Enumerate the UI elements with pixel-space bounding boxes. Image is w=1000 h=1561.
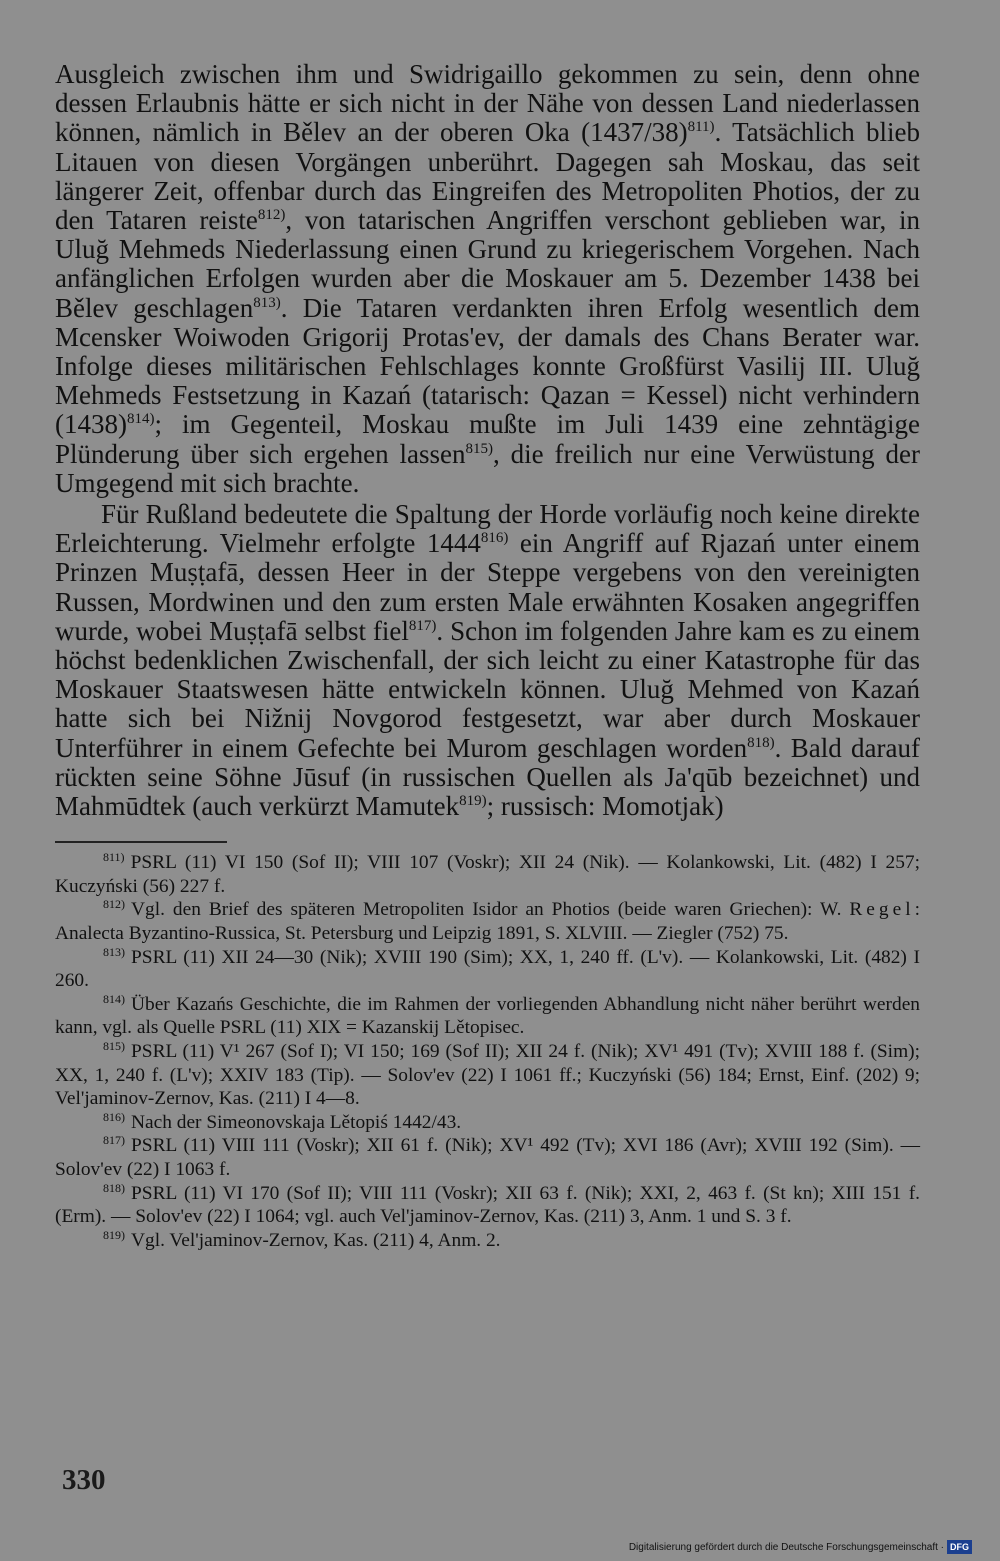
- digitization-credit: [629, 1540, 972, 1554]
- text-run: Vgl. Vel'jaminov-Zernov, Kas. (211) 4, Anm. 2.: [131, 1229, 501, 1251]
- text-run: . Die Tataren verdankten ihren Erfolg wesentlich dem Mcensker Woiwoden Grigorij Protas'ev, der damals des Chans Berater war. Infolge dieses militärischen Fehlschlages konnte Großfürst Vasilij III. Uluğ Mehmeds Festsetzung in Kazań (tatarisch: Qazan = Kessel) nicht verhindern (1438): [55, 292, 920, 440]
- text-run: Nach der Simeonovskaja Lětopiś 1442/43.: [131, 1111, 462, 1133]
- text-run: ein Angriff auf Rjazań unter einem Prinzen Muṣṭafā, dessen Heer in der Steppe vergebens von den vereinigten Russen, Mordwinen und den zum ersten Male erwähnten Kosaken angegriffen wurde, wobei Muṣṭafā selbst fiel: [55, 528, 920, 646]
- text-run: , von tatarischen Angriffen verschont geblieben war, in Uluğ Mehmeds Niederlassung einen Grund zu kriegerischem Vorgehen. Nach anfänglichen Erfolgen wurden aber die Moskauer am 5. Dezember 1438 bei Bělev geschlagen: [55, 205, 920, 323]
- text-run: Ausgleich zwischen ihm und Swidrigaillo gekommen zu sein, denn ohne dessen Erlaubnis hätte er sich nicht in der Nähe von dessen Land niederlassen können, nämlich in Bělev an der oberen Oka (1437/38): [55, 59, 920, 148]
- footnote-number: 816): [103, 1109, 125, 1124]
- body-paragraph-1: [55, 60, 920, 498]
- text-run: PSRL (11) V¹ 267 (Sof I); VI 150; 169 (Sof II); XII 24 f. (Nik); XV¹ 491 (Tv); XVIII 188 f. (Sim); XX, 1, 240 f. (L'v); XXIV 183 (Tip). — Solov'ev (22) I 1061 ff.; Kuczyński (56) 184; Ernst, Einf. (202) 9; Vel'jaminov-Zernov, Kas. (211) I 4—8.: [55, 1041, 920, 1110]
- text-run: PSRL (11) VI 150 (Sof II); VIII 107 (Voskr); XII 24 (Nik). — Kolankowski, Lit. (482) I 257; Kuczyński (56) 227 f.: [55, 852, 920, 897]
- footnote-reference: 819): [459, 793, 487, 810]
- footnote-814: [55, 993, 920, 1040]
- footnote-number: 817): [103, 1133, 125, 1148]
- footnote-reference: 816): [480, 530, 509, 547]
- text-run: PSRL (11) XII 24—30 (Nik); XVIII 190 (Sim); XX, 1, 240 ff. (L'v). — Kolankowski, Lit. (482) I 260.: [55, 946, 920, 992]
- footnotes: [55, 851, 920, 1252]
- footnote-819: [55, 1229, 920, 1253]
- footnote-reference: 812): [257, 207, 286, 224]
- text-run: PSRL (11) VI 170 (Sof II); VIII 111 (Voskr); XII 63 f. (Nik); XXI, 2, 463 f. (St kn); XIII 151 f. (Erm). — Solov'ev (22) I 1064; vgl. auch Vel'jaminov-Zernov, Kas. (211) 3, Anm. 1 und S. 3 f.: [55, 1182, 920, 1228]
- footnote-number: 819): [103, 1227, 125, 1242]
- footnote-818: [55, 1182, 920, 1229]
- author-name: Regel: [849, 899, 915, 921]
- footnote-reference: 815): [465, 440, 493, 457]
- footnote-separator: [55, 841, 227, 843]
- text-run: Für Rußland bedeutete die Spaltung der Horde vorläufig noch keine direkte Erleichterung. Vielmehr erfolgte 1444: [55, 499, 920, 559]
- text-run: ; russisch: Momotjak): [486, 791, 724, 822]
- text-run: ; im Gegenteil, Moskau mußte im Juli 1439 eine zehntägige Plünderung über sich ergehen lassen: [55, 409, 920, 469]
- footnote-811: [55, 851, 920, 898]
- footnote-reference: 818): [747, 734, 775, 751]
- footnote-817: [55, 1134, 920, 1181]
- text-run: , die freilich nur eine Verwüstung der Umgegend mit sich brachte.: [55, 438, 920, 498]
- footnote-number: 811): [103, 850, 125, 865]
- footnote-reference: 814): [126, 411, 155, 428]
- footnote-815: [55, 1040, 920, 1111]
- text-run: . Bald darauf rückten seine Söhne Jūsuf (in russischen Quellen als Ja'qūb bezeichnet) und Mahmūdtek (auch verkürzt Mamutek: [55, 732, 920, 822]
- footnote-reference: 813): [253, 294, 281, 311]
- footnote-reference: 811): [687, 119, 715, 136]
- footnote-number: 813): [103, 944, 125, 959]
- text-run: : Analecta Byzantino-Russica, St. Petersburg und Leipzig 1891, S. XLVIII. — Ziegler (752) 75.: [55, 899, 920, 945]
- footnote-813: [55, 946, 920, 993]
- footnote-816: [55, 1111, 920, 1135]
- footnote-number: 818): [103, 1180, 125, 1195]
- footnote-number: 815): [103, 1039, 125, 1054]
- footnote-number: 814): [103, 991, 125, 1006]
- text-run: Über Kazańs Geschichte, die im Rahmen der vorliegenden Abhandlung nicht näher berührt werden kann, vgl. als Quelle PSRL (11) XIX = Kazanskij Lětopisec.: [55, 993, 920, 1039]
- credit-text: Digitalisierung gefördert durch die Deutsche Forschungsgemeinschaft ·: [628, 1541, 944, 1553]
- page-content: [55, 60, 920, 1252]
- text-run: . Schon im folgenden Jahre kam es zu einem höchst bedenklichen Zwischenfall, der sich leicht zu einer Katastrophe für das Moskauer Staatswesen hätte entwickeln können. Uluğ Mehmed von Kazań hatte sich bei Nižnij Novgorod festgesetzt, war aber durch Moskauer Unterführer in einem Gefechte bei Murom geschlagen worden: [55, 615, 920, 763]
- body-paragraph-2: [55, 500, 920, 821]
- footnote-reference: 817): [408, 617, 437, 634]
- page-number: 330: [62, 1464, 106, 1496]
- footnote-number: 812): [103, 897, 125, 912]
- text-run: PSRL (11) VIII 111 (Voskr); XII 61 f. (Nik); XV¹ 492 (Tv); XVI 186 (Avr); XVIII 192 (Sim). — Solov'ev (22) I 1063 f.: [55, 1135, 920, 1180]
- text-run: Vgl. den Brief des späteren Metropoliten Isidor an Photios (beide waren Griechen): W.: [131, 899, 850, 921]
- text-run: . Tatsächlich blieb Litauen von diesen Vorgängen unberührt. Dagegen sah Moskau, das seit längerer Zeit, offenbar durch das Eingreifen des Metropoliten Photios, der zu den Tataren reiste: [55, 117, 920, 236]
- footnote-812: [55, 898, 920, 945]
- dfg-logo: DFG: [947, 1540, 972, 1554]
